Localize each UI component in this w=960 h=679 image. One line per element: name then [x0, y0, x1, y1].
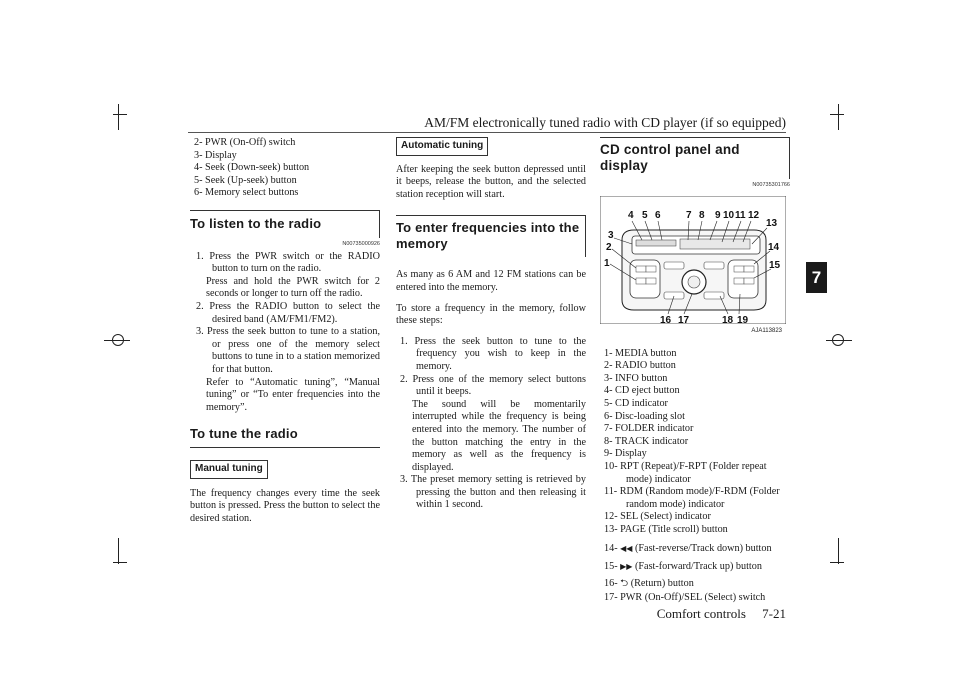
callout-15: 15: [769, 259, 781, 271]
step: 3. Press the seek button to tune to a station, or press one of the memory select buttons to tune in to a station memorized for that button.: [196, 326, 380, 375]
item-number: 15-: [604, 561, 618, 573]
callout-1: 1: [604, 257, 610, 269]
item-text: (Return) button: [630, 577, 694, 589]
step-note: The sound will be momentarily interrupted while the frequency is being entered into the memory. The number of the button matching the entry in the memory as well as the frequency is displayed.: [412, 398, 586, 473]
list-item: 9- Display: [604, 448, 647, 460]
list-item: 4- CD eject button: [604, 385, 680, 397]
memory-intro-2: To store a frequency in the memory, follow these steps:: [396, 302, 586, 327]
automatic-tuning-text: After keeping the seek button depressed until it beeps, release the button, and the selected station reception will start.: [396, 163, 586, 200]
step: 1. Press the seek button to tune to the frequency you wish to keep in the memory.: [400, 335, 586, 372]
list-item: [604, 543, 790, 556]
section-code: N00735000926: [342, 240, 380, 247]
crop-mark: [104, 340, 130, 341]
section-heading: CD control panel and display: [600, 137, 790, 179]
step: 2. Press the RADIO button to select the desired band (AM/FM1/FM2).: [196, 300, 380, 325]
left-column: [190, 137, 380, 526]
list-item: 12- SEL (Select) indicator: [604, 511, 711, 523]
memory-intro: As many as 6 AM and 12 FM stations can be entered into the memory.: [396, 269, 586, 293]
memory-steps: [396, 336, 586, 512]
step-note: Refer to “Automatic tuning”, “Manual tuning” or “To enter frequencies into the memory”.: [206, 376, 380, 413]
item-number: 16-: [604, 577, 618, 589]
manual-tuning-label: Manual tuning: [190, 460, 268, 479]
list-item: 17- PWR (On-Off)/SEL (Select) switch: [604, 592, 766, 604]
crop-mark: [830, 114, 844, 115]
crop-mark: [838, 538, 839, 564]
item-text: (Fast-forward/Track up) button: [635, 561, 762, 573]
list-item: 5- Seek (Up-seek) button: [194, 174, 297, 186]
page-header-title: AM/FM electronically tuned radio with CD player (if so equipped): [424, 115, 786, 130]
list-item: [604, 578, 790, 591]
callout-8: 8: [699, 209, 705, 221]
list-item: 6- Disc-loading slot: [604, 410, 685, 422]
crop-mark: [838, 104, 839, 130]
chapter-tab: 7: [806, 262, 827, 293]
automatic-tuning-label-wrap: [396, 137, 586, 156]
list-item: 13- PAGE (Title scroll) button: [604, 523, 728, 535]
section-heading: To listen to the radio: [190, 210, 380, 238]
listen-steps: [190, 251, 380, 415]
section-heading: To tune the radio: [190, 426, 380, 448]
list-item: 3- Display: [194, 149, 237, 161]
section-heading: To enter frequencies into the memory: [396, 215, 586, 257]
figure-code: AJA113823: [751, 328, 782, 334]
callout-7: 7: [686, 209, 692, 221]
crop-mark: [113, 562, 127, 563]
list-item: 7- FOLDER indicator: [604, 423, 694, 435]
callout-4: 4: [628, 209, 634, 221]
callout-14: 14: [768, 241, 780, 253]
section-code: N00735301766: [752, 182, 790, 188]
step-note: Press and hold the PWR switch for 2 seconds or longer to turn off the radio.: [206, 275, 380, 300]
list-item: 6- Memory select buttons: [194, 187, 299, 199]
list-item: 10- RPT (Repeat)/F-RPT (Folder repeat mode) indicator: [604, 460, 767, 485]
list-item: 2- RADIO button: [604, 360, 676, 372]
fast-reverse-icon: ◀◀: [620, 543, 633, 553]
callout-2: 2: [606, 241, 612, 253]
component-list: [190, 137, 380, 200]
list-item: 4- Seek (Down-seek) button: [194, 162, 310, 174]
callout-10: 10: [723, 209, 735, 221]
cd-panel-illustration: [600, 196, 786, 324]
manual-tuning-label-wrap: [190, 460, 380, 479]
callout-11: 11: [735, 209, 746, 221]
page-footer: [0, 606, 786, 622]
callout-3: 3: [608, 229, 614, 241]
page-number: 7-21: [762, 606, 786, 621]
callout-17: 17: [678, 314, 690, 324]
manual-tuning-text: The frequency changes every time the seek button is pressed. Press the button to select the desired station.: [190, 487, 380, 525]
list-item: [604, 561, 790, 574]
callout-19: 19: [737, 314, 749, 324]
callout-5: 5: [642, 209, 648, 221]
item-text: (Fast-reverse/Track down) button: [635, 542, 772, 554]
list-item: 5- CD indicator: [604, 397, 668, 409]
callout-16: 16: [660, 314, 672, 324]
list-item: 8- TRACK indicator: [604, 435, 689, 447]
cd-component-list: [600, 348, 790, 605]
callout-13: 13: [766, 217, 778, 229]
cd-panel-figure: [600, 196, 786, 334]
middle-column: [396, 137, 586, 512]
crop-mark: [826, 340, 852, 341]
callout-18: 18: [722, 314, 734, 324]
fast-forward-icon: ▶▶: [620, 562, 633, 572]
list-item: 11- RDM (Random mode)/F-RDM (Folder random mode) indicator: [604, 486, 780, 510]
callout-9: 9: [715, 209, 721, 221]
callout-6: 6: [655, 209, 661, 221]
return-icon: ⮌: [620, 577, 629, 589]
crop-mark: [118, 538, 119, 564]
header-rule: [188, 132, 786, 133]
automatic-tuning-label: Automatic tuning: [396, 137, 488, 156]
step: 3. The preset memory setting is retrieved by pressing the button and then releasing it within 1 second.: [400, 474, 586, 511]
list-item: 3- INFO button: [604, 372, 668, 384]
crop-mark: [830, 562, 844, 563]
footer-section: Comfort controls: [656, 606, 746, 621]
list-item: 1- MEDIA button: [604, 347, 677, 359]
item-number: 14-: [604, 542, 618, 554]
callout-12: 12: [748, 209, 760, 221]
right-column: [600, 137, 790, 605]
step: 1. Press the PWR switch or the RADIO button to turn on the radio.: [196, 250, 380, 275]
list-item: 2- PWR (On-Off) switch: [194, 137, 296, 148]
step: 2. Press one of the memory select buttons until it beeps.: [400, 373, 586, 398]
